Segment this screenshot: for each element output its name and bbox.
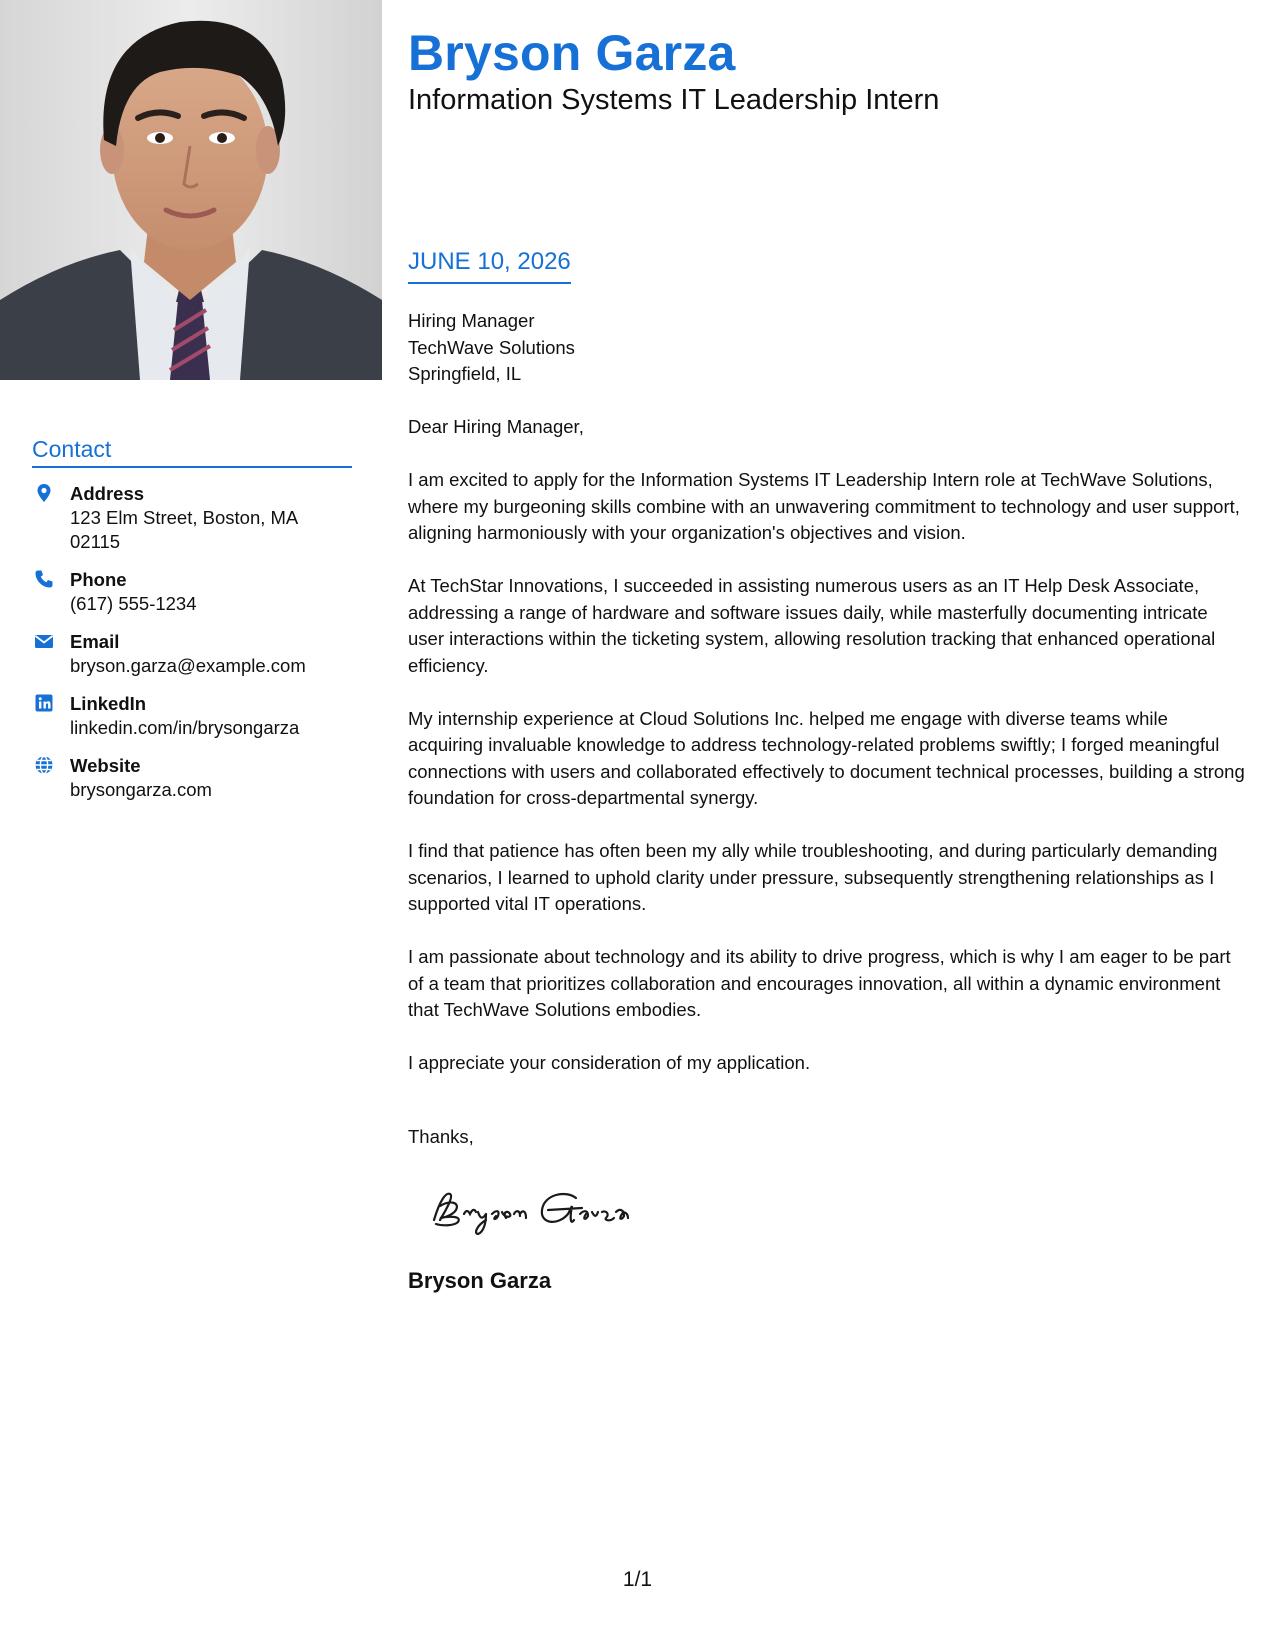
job-title: Information Systems IT Leadership Intern bbox=[408, 84, 940, 116]
contact-label: Website bbox=[70, 755, 141, 776]
letter-date: JUNE 10, 2026 bbox=[408, 248, 571, 284]
linkedin-icon bbox=[34, 693, 54, 713]
body-paragraph: At TechStar Innovations, I succeeded in assisting numerous users as an IT Help Desk Associate, addressing a range of hardware and software issues daily, while masterfully documenting intricate user interactions within the ticketing system, allowing resolution tracking that enhanced operational efficiency. bbox=[408, 575, 1216, 676]
applicant-name: Bryson Garza bbox=[408, 25, 736, 81]
body-paragraph: I find that patience has often been my ally while troubleshooting, and during particularly demanding scenarios, I learned to uphold clarity under pressure, subsequently strengthening relationships as I supported vital IT operations. bbox=[408, 840, 1218, 914]
contact-label: Phone bbox=[70, 569, 127, 590]
recipient-line: Hiring Manager bbox=[408, 310, 535, 331]
left-column bbox=[0, 0, 382, 1650]
recipient-line: TechWave Solutions bbox=[408, 336, 575, 358]
salutation: Dear Hiring Manager, bbox=[408, 416, 584, 437]
contact-item-address bbox=[32, 482, 352, 554]
body-paragraph: My internship experience at Cloud Solutions Inc. helped me engage with diverse teams while acquiring invaluable knowledge to address technology-related problems swiftly; I forged meaningful connections with users and collaborated effectively to document technical processes, building a strong foundation for cross-departmental synergy. bbox=[408, 707, 1245, 808]
email-value[interactable]: bryson.garza@example.com bbox=[70, 655, 306, 676]
contact-label: LinkedIn bbox=[70, 693, 147, 714]
body-paragraph: I am excited to apply for the Information Systems IT Leadership Intern role at TechWave Solutions, where my burgeoning skills combine with an unwavering commitment to technology and user support, aligning harmoniously with your organization's objectives and vision. bbox=[408, 469, 1240, 543]
website-value[interactable]: brysongarza.com bbox=[70, 779, 212, 800]
phone-icon bbox=[34, 569, 54, 589]
email-icon bbox=[34, 631, 54, 651]
body-paragraph: I am passionate about technology and its ability to drive progress, which is why I am eager to be part of a team that prioritizes collaboration and encourages innovation, all within a dynamic environment that TechWave Solutions embodies. bbox=[408, 946, 1231, 1020]
contact-heading: Contact bbox=[32, 436, 352, 468]
contact-label: Address bbox=[70, 483, 145, 504]
contact-item-email bbox=[32, 630, 352, 678]
globe-icon bbox=[34, 755, 54, 775]
page-number-text: 1/1 bbox=[622, 1568, 653, 1591]
linkedin-value[interactable]: linkedin.com/in/brysongarza bbox=[70, 717, 300, 738]
phone-value[interactable]: (617) 555-1234 bbox=[70, 593, 197, 614]
contact-item-linkedin bbox=[32, 692, 352, 740]
recipient-block bbox=[408, 308, 575, 388]
signature-image bbox=[426, 1180, 666, 1236]
page-number bbox=[0, 1568, 1275, 1592]
map-pin-icon bbox=[34, 483, 54, 503]
contact-section bbox=[32, 436, 352, 802]
closing: Thanks, bbox=[408, 1126, 474, 1147]
contact-label: Email bbox=[70, 631, 120, 652]
signer-name: Bryson Garza bbox=[408, 1268, 552, 1293]
contact-item-website bbox=[32, 754, 352, 802]
address-value: 123 Elm Street, Boston, MA 02115 bbox=[70, 507, 298, 552]
profile-photo bbox=[0, 0, 382, 380]
body-paragraph: I appreciate your consideration of my application. bbox=[408, 1052, 811, 1073]
contact-item-phone bbox=[32, 568, 352, 616]
letter-body bbox=[408, 414, 1248, 1103]
recipient-line: Springfield, IL bbox=[408, 363, 522, 384]
